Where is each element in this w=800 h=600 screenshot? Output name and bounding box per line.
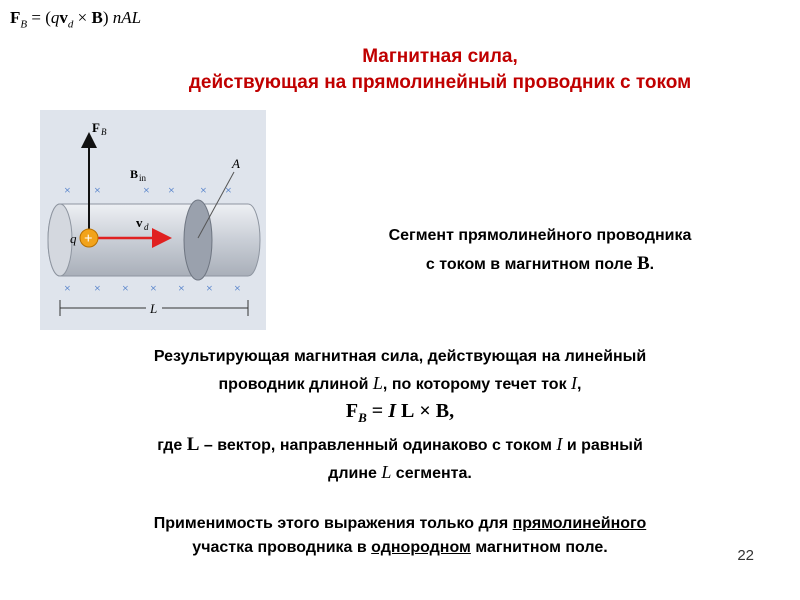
result-line-1: Результирующая магнитная сила, действующая на линейный <box>153 348 647 365</box>
result-I: I <box>571 373 578 393</box>
applicability-underlined-1: прямолинейного <box>512 515 647 532</box>
segment-line-2-end: . <box>649 256 655 273</box>
formula-F: F <box>10 8 21 27</box>
formula-eq-open: = ( <box>27 8 51 27</box>
formula-v: v <box>59 8 68 27</box>
wire-segment-figure <box>40 110 266 330</box>
cross-mark: × <box>122 281 129 295</box>
result-line-2a: проводник длиной <box>218 376 373 393</box>
formula-close: ) <box>102 8 113 27</box>
label-q: q <box>70 231 77 246</box>
result-formula-sub: B <box>358 410 367 425</box>
top-formula <box>10 8 141 30</box>
cross-mark: × <box>206 281 213 295</box>
result-line-5-L: L <box>381 462 392 482</box>
title-line-2: действующая на прямолинейный проводник с током <box>188 72 692 93</box>
segment-caption <box>320 222 760 279</box>
formula-F-sub: B <box>20 18 28 31</box>
segment-line-2 <box>320 250 760 279</box>
segment-line-1: Сегмент прямолинейного проводника <box>388 227 692 244</box>
label-L: L <box>150 301 158 316</box>
applicability-line-1a: Применимость этого выражения только для <box>153 515 513 532</box>
result-L: L <box>372 373 383 393</box>
applicability-note <box>40 512 760 560</box>
result-formula-cross: × <box>414 400 436 422</box>
result-line-4c: и равный <box>562 437 643 454</box>
cross-mark: × <box>94 281 101 295</box>
label-F-sub: B <box>101 127 107 137</box>
cross-mark: × <box>64 183 71 197</box>
cross-mark: × <box>168 183 175 197</box>
cross-section-A <box>184 200 212 280</box>
result-line-2 <box>60 370 740 398</box>
applicability-line-2 <box>40 536 760 560</box>
formula-v-sub: d <box>67 18 74 31</box>
applicability-line-2a: участка проводника в <box>192 539 372 556</box>
label-v-sub: d <box>144 222 149 232</box>
cross-mark: × <box>64 281 71 295</box>
title-line-1: Магнитная сила, <box>362 46 518 67</box>
result-line-4-I: I <box>556 434 563 454</box>
page-number: 22 <box>737 547 754 564</box>
cross-mark: × <box>225 183 232 197</box>
formula-q: q <box>50 8 60 27</box>
result-line-2b: , по которому течет ток <box>382 376 572 393</box>
cross-mark: × <box>234 281 241 295</box>
slide-title <box>80 44 800 96</box>
segment-line-2-text: с током в магнитном поле <box>425 256 637 273</box>
wire-diagram <box>40 110 266 330</box>
result-line-5b: сегмента. <box>391 465 472 482</box>
applicability-line-2b: магнитном поле. <box>470 539 608 556</box>
cross-mark: × <box>178 281 185 295</box>
result-line-5 <box>60 459 740 487</box>
result-line-4a: где <box>157 437 187 454</box>
label-A: A <box>232 156 240 171</box>
cross-mark: × <box>94 183 101 197</box>
result-formula <box>60 398 740 431</box>
cross-mark: × <box>143 183 150 197</box>
result-line-4 <box>60 431 740 459</box>
result-formula-I: I <box>388 400 396 422</box>
applicability-underlined-2: однородном <box>371 539 471 556</box>
cross-mark: × <box>200 183 207 197</box>
result-paragraph <box>60 343 740 487</box>
formula-nAL: nAL <box>112 8 142 27</box>
result-formula-eq: = <box>366 400 389 422</box>
applicability-line-1 <box>40 512 760 536</box>
wire-end-left <box>48 204 72 276</box>
result-formula-B: B <box>435 400 450 422</box>
label-F: F <box>92 120 100 135</box>
result-formula-F: F <box>345 400 359 422</box>
result-line-2c: , <box>577 376 582 393</box>
result-line-5a: длине <box>328 465 382 482</box>
label-B-sub: in <box>139 173 147 183</box>
result-line-4b: – вектор, направленный одинаково с током <box>199 437 557 454</box>
charge-plus-sign: + <box>84 231 93 247</box>
result-formula-L: L <box>396 400 415 422</box>
result-formula-end: , <box>449 400 455 422</box>
label-B: B <box>130 167 139 181</box>
segment-B: B <box>636 253 650 274</box>
cross-mark: × <box>150 281 157 295</box>
result-line-4-L: L <box>186 434 200 455</box>
formula-cross: × <box>73 8 92 27</box>
label-v: v <box>136 215 143 230</box>
formula-B: B <box>91 8 103 27</box>
